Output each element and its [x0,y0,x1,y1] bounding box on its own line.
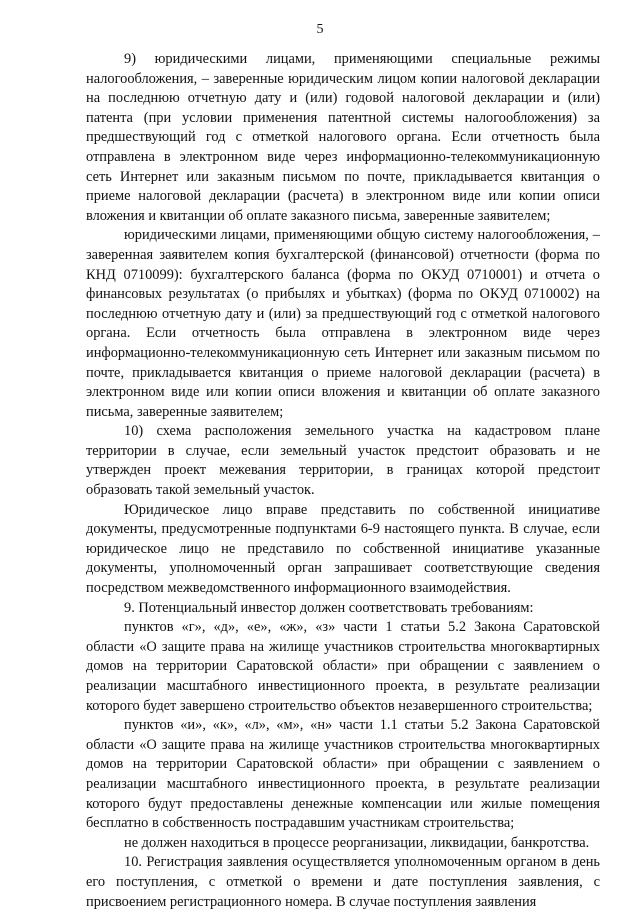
paragraph-section-9-heading: 9. Потенциальный инвестор должен соответствовать требованиям: [124,599,534,616]
paragraph-no-reorganization: не должен находиться в процессе реорганизации, ликвидации, банкротства. [124,834,590,851]
document-body [86,50,600,912]
paragraph-own-initiative: Юридическое лицо вправе представить по собственной инициативе документы, предусмотренные подпунктами 6-9 настоящего пункта. В случае, если юридическое лицо не представило по собственной инициативе указанные документы, уполномоченный орган запрашивает соответствующие сведения посредством межведомственного информационного взаимодействия. [86,501,600,597]
page-number: 5 [316,22,324,37]
paragraph-item-9-special-tax: 9) юридическими лицами, применяющими специальные режимы налогообложения, – заверенные юридическим лицом копии налоговой декларации на последнюю отчетную дату и (или) годовой налоговой декларации и (или) патента (при условии применения патентной системы налогообложения) за предшествующий год с отметкой налогового органа. Если отчетность была отправлена в электронном виде через информационно-телекоммуникационную сеть Интернет или заказным письмом по почте, прикладывается квитанция о приеме налоговой декларации (расчета) в электронном виде или копии описи вложения и квитанции об оплате заказного письма, заверенные заявителем; [86,51,600,224]
paragraph-requirements-part-1-1: пунктов «и», «к», «л», «м», «н» части 1.1 статьи 5.2 Закона Саратовской области «О защите права на жилище участников строительства многоквартирных домов на территории Саратовской области» при обращении с заявлением о реализации масштабного инвестиционного проекта, в результате реализации которого будут предоставлены денежные компенсации или жилые помещения бесплатно в собственность пострадавшим участникам строительства; [86,717,600,832]
paragraph-general-tax: юридическими лицами, применяющими общую систему налогообложения, – заверенная заявителем копия бухгалтерской (финансовой) отчетности (форма по КНД 0710099): бухгалтерского баланса (форма по ОКУД 0710001) и отчета о финансовых результатах (о прибылях и убытках) (форма по ОКУД 0710002) на последнюю отчетную дату и (или) за предшествующий год с отметкой налогового органа. Если отчетность была отправлена в электронном виде через информационно-телекоммуникационную сеть Интернет или заказным письмом по почте, прикладывается квитанция о приеме налоговой декларации (расчета) в электронном виде или копии описи вложения и квитанции об оплате заказного письма, заверенные заявителем; [86,227,600,420]
paragraph-requirements-part-1: пунктов «г», «д», «е», «ж», «з» части 1 статьи 5.2 Закона Саратовской области «О защите права на жилище участников строительства многоквартирных домов на территории Саратовской области» при обращении с заявлением о реализации масштабного инвестиционного проекта, в результате реализации которого будет завершено строительство объектов незавершенного строительства; [86,619,600,714]
paragraph-section-10-registration: 10. Регистрация заявления осуществляется уполномоченным органом в день его поступления, с отметкой о времени и дате поступления заявления, с присвоением регистрационного номера. В случае поступления заявления [86,854,600,910]
paragraph-item-10-land-scheme: 10) схема расположения земельного участка на кадастровом плане территории в случае, если земельный участок предстоит образовать и не утвержден проект межевания территории, в границах которой предстоит образовать такой земельный участок. [86,423,600,499]
